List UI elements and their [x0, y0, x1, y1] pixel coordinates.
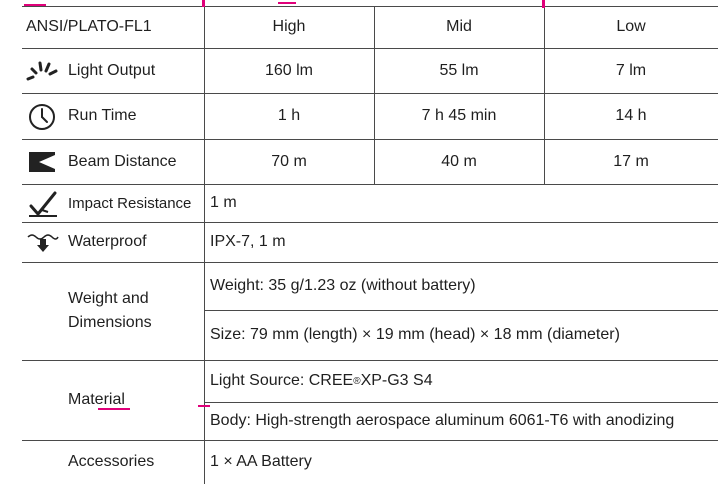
beam-distance-low: 17 m — [613, 152, 649, 170]
light-output-mid: 55 lm — [439, 61, 479, 79]
row-label-waterproof: Waterproof — [68, 233, 147, 250]
light-burst-icon — [24, 56, 60, 86]
accent-mark — [542, 0, 545, 8]
light-source-value — [210, 360, 716, 402]
light-output-low: 7 lm — [615, 61, 647, 79]
registered-mark: ® — [353, 375, 361, 387]
row-label-light-output: Light Output — [68, 61, 156, 79]
header-mode-mid: Mid — [446, 18, 472, 35]
accent-mark — [24, 4, 46, 6]
row-label-weight-dimensions — [68, 262, 202, 360]
weight-dimensions-label-line2: Dimensions — [68, 314, 152, 331]
weight-value: Weight: 35 g/1.23 oz (without battery) — [210, 277, 476, 294]
row-label-run-time: Run Time — [68, 107, 137, 124]
run-time-mid: 7 h 45 min — [421, 107, 497, 124]
header-mode-high: High — [272, 18, 306, 35]
beam-distance-mid: 40 m — [441, 152, 477, 170]
waterproof-value: IPX-7, 1 m — [210, 233, 286, 250]
accent-mark — [198, 405, 210, 407]
waterproof-icon — [26, 229, 60, 255]
light-source-suffix: XP-G3 S4 — [360, 372, 433, 389]
clock-icon — [26, 102, 58, 132]
light-output-high: 160 lm — [264, 61, 314, 79]
accent-mark — [202, 0, 205, 7]
material-underline-accent — [98, 408, 130, 410]
accessories-value: 1 × AA Battery — [210, 453, 312, 470]
run-time-low: 14 h — [615, 107, 647, 124]
weight-dimensions-label-line1: Weight and — [68, 290, 149, 307]
row-label-beam-distance: Beam Distance — [68, 152, 177, 170]
body-value: Body: High-strength aerospace aluminum 6061-T6 with anodizing — [210, 412, 675, 429]
beam-icon — [26, 148, 58, 176]
header-model: ANSI/PLATO-FL1 — [26, 18, 152, 35]
row-label-material: Material — [68, 391, 125, 408]
row-label-accessories: Accessories — [68, 453, 155, 470]
size-value: Size: 79 mm (length) × 19 mm (head) × 18 mm (diameter) — [210, 326, 620, 343]
impact-resistance-value: 1 m — [210, 194, 237, 211]
run-time-high: 1 h — [277, 107, 301, 124]
row-label-impact-resistance: Impact Resistance — [68, 194, 192, 212]
beam-distance-high: 70 m — [271, 152, 307, 170]
header-mode-low: Low — [616, 18, 646, 35]
accent-mark — [278, 2, 296, 4]
impact-check-icon — [26, 189, 60, 219]
light-source-prefix: Light Source: CREE — [210, 372, 354, 389]
